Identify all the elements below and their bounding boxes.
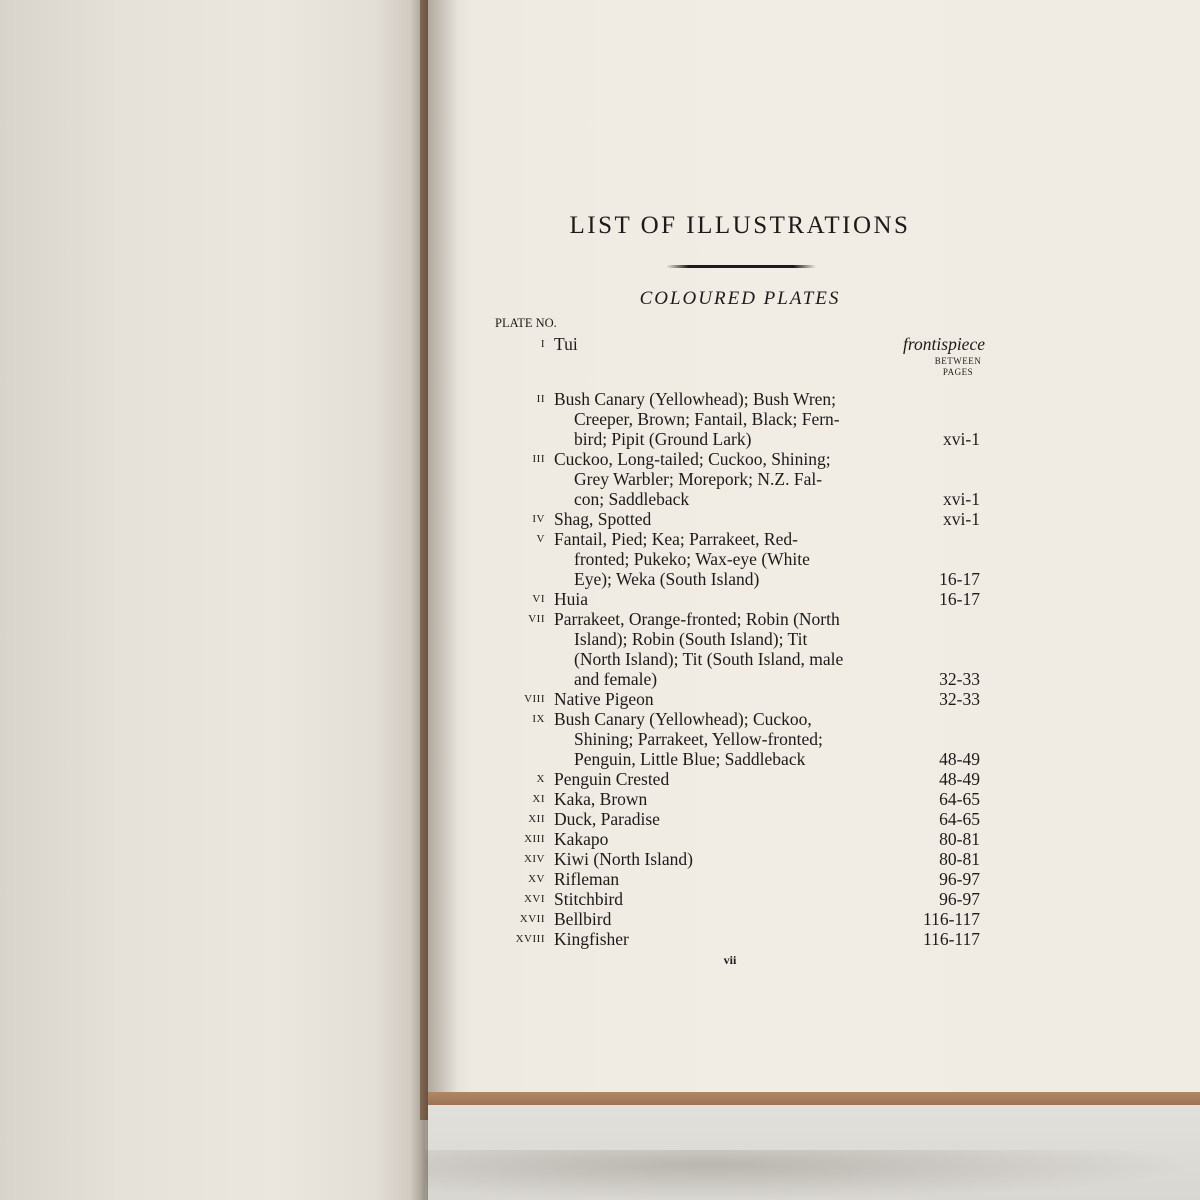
plate-pages: xvi-1 bbox=[943, 489, 980, 509]
plate-numeral: I bbox=[540, 338, 545, 350]
plate-subjects bbox=[554, 509, 899, 529]
book-shadow bbox=[380, 1150, 1200, 1200]
plate-subject-line: Shining; Parrakeet, Yellow-fronted; bbox=[574, 729, 823, 749]
plate-numeral: VII bbox=[528, 613, 545, 625]
plate-pages: xvi-1 bbox=[943, 509, 980, 529]
section-heading: COLOURED PLATES bbox=[639, 288, 841, 309]
plate-subject-line: fronted; Pukeko; Wax-eye (White bbox=[574, 549, 810, 569]
plate-subjects bbox=[554, 889, 899, 909]
plate-subjects bbox=[554, 709, 899, 769]
plate-pages: 96-97 bbox=[939, 889, 980, 909]
plate-subject-line: Fantail, Pied; Kea; Parrakeet, Red- bbox=[554, 529, 798, 549]
plate-numeral: VIII bbox=[524, 693, 545, 705]
pages-column-heading-line: BETWEEN bbox=[934, 356, 982, 366]
plate-subject-line: and female) bbox=[574, 669, 658, 689]
plate-number-column-heading: PLATE NO. bbox=[495, 316, 557, 330]
plate-numeral: II bbox=[536, 393, 545, 405]
plate-subject-line: Kakapo bbox=[554, 829, 609, 849]
plate-subject-line: Bush Canary (Yellowhead); Cuckoo, bbox=[554, 709, 812, 729]
plate-subjects bbox=[554, 334, 899, 354]
plate-numeral: V bbox=[536, 533, 545, 545]
plate-pages: 16-17 bbox=[939, 569, 980, 589]
plate-numeral: X bbox=[536, 773, 545, 785]
plate-subject-line: Kingfisher bbox=[554, 929, 629, 949]
plate-subject-line: Cuckoo, Long-tailed; Cuckoo, Shining; bbox=[554, 449, 831, 469]
plate-subject-line: Penguin, Little Blue; Saddleback bbox=[574, 749, 806, 769]
plate-numeral: XIV bbox=[523, 853, 545, 865]
plate-subject-line: Kaka, Brown bbox=[554, 789, 648, 809]
plate-subjects bbox=[554, 829, 899, 849]
page-content bbox=[480, 0, 1000, 1000]
plate-subjects bbox=[554, 529, 899, 589]
plate-subject-line: Kiwi (North Island) bbox=[554, 849, 694, 869]
plate-subjects bbox=[554, 849, 899, 869]
plate-pages: frontispiece bbox=[903, 334, 985, 354]
plate-subjects bbox=[554, 769, 899, 789]
plate-subjects bbox=[554, 789, 899, 809]
pages-column-heading-line: PAGES bbox=[942, 367, 974, 377]
plate-subject-line: Shag, Spotted bbox=[554, 509, 652, 529]
plate-pages: 64-65 bbox=[939, 809, 980, 829]
plate-subjects bbox=[554, 589, 899, 609]
plate-numeral: IX bbox=[532, 713, 545, 725]
plate-pages: 96-97 bbox=[939, 869, 980, 889]
plate-subjects bbox=[554, 689, 899, 709]
plate-pages: 32-33 bbox=[939, 669, 980, 689]
plate-subjects bbox=[554, 929, 899, 949]
plate-numeral: XIII bbox=[524, 833, 545, 845]
plate-numeral: VI bbox=[532, 593, 545, 605]
plate-subject-line: Creeper, Brown; Fantail, Black; Fern- bbox=[574, 409, 840, 429]
plate-subjects bbox=[554, 449, 899, 509]
plate-subject-line: Penguin Crested bbox=[554, 769, 670, 789]
plate-pages: 32-33 bbox=[939, 689, 980, 709]
left-page-blank bbox=[0, 0, 425, 1200]
plate-subject-line: Eye); Weka (South Island) bbox=[574, 569, 760, 589]
plate-pages: 64-65 bbox=[939, 789, 980, 809]
plate-subjects bbox=[554, 909, 899, 929]
plate-subjects bbox=[554, 869, 899, 889]
plate-subject-line: Parrakeet, Orange-fronted; Robin (North bbox=[554, 609, 840, 629]
plate-subject-line: Tui bbox=[554, 334, 578, 354]
plate-subject-line: Bush Canary (Yellowhead); Bush Wren; bbox=[554, 389, 837, 409]
plate-subjects bbox=[554, 609, 899, 689]
plate-subject-line: Native Pigeon bbox=[554, 689, 654, 709]
page-number: vii bbox=[723, 953, 737, 967]
plate-pages: 80-81 bbox=[939, 829, 980, 849]
plate-numeral: XI bbox=[532, 793, 545, 805]
plate-numeral: IV bbox=[532, 513, 545, 525]
plate-subject-line: Stitchbird bbox=[554, 889, 624, 909]
plate-pages: 48-49 bbox=[939, 769, 980, 789]
plate-pages: xvi-1 bbox=[943, 429, 980, 449]
plate-subject-line: Rifleman bbox=[554, 869, 620, 889]
page-title: LIST OF ILLUSTRATIONS bbox=[569, 212, 911, 239]
plate-pages: 80-81 bbox=[939, 849, 980, 869]
plate-subject-line: bird; Pipit (Ground Lark) bbox=[574, 429, 752, 449]
plate-numeral: XVII bbox=[519, 913, 545, 925]
plate-subject-line: Bellbird bbox=[554, 909, 612, 929]
plate-subject-line: Grey Warbler; Morepork; N.Z. Fal- bbox=[574, 469, 823, 489]
left-page-gutter-shadow bbox=[410, 0, 428, 1200]
plate-numeral: III bbox=[532, 453, 545, 465]
plate-subject-line: Huia bbox=[554, 589, 589, 609]
plate-numeral: XVI bbox=[523, 893, 545, 905]
plate-subjects bbox=[554, 389, 899, 449]
plate-pages: 116-117 bbox=[922, 909, 980, 929]
plate-subject-line: con; Saddleback bbox=[574, 489, 690, 509]
plate-numeral: XVIII bbox=[515, 933, 545, 945]
plate-subjects bbox=[554, 809, 899, 829]
pages-column-heading bbox=[918, 356, 998, 378]
plate-subject-line: Island); Robin (South Island); Tit bbox=[574, 629, 808, 649]
right-page-gutter-shadow bbox=[428, 0, 458, 1092]
plate-subject-line: Duck, Paradise bbox=[554, 809, 660, 829]
plate-pages: 116-117 bbox=[922, 929, 980, 949]
plate-numeral: XII bbox=[528, 813, 545, 825]
plate-pages: 16-17 bbox=[939, 589, 980, 609]
plate-subject-line: (North Island); Tit (South Island, male bbox=[574, 649, 844, 669]
ornamental-rule bbox=[666, 265, 816, 268]
plate-numeral: XV bbox=[528, 873, 545, 885]
plate-pages: 48-49 bbox=[939, 749, 980, 769]
